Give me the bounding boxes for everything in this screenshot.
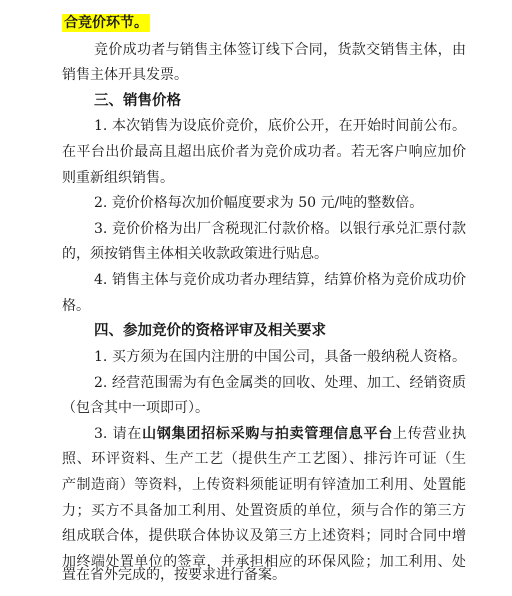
text-line: 2. 竞价价格每次加价幅度要求为 50 元/吨的整数倍。: [94, 195, 424, 212]
text-line: 格。: [62, 297, 90, 314]
text-line: 加终端处置单位的签章，并承担相应的环保风险；加工利用、处: [62, 553, 466, 570]
text-line: 在平台出价最高且超出底价者为竞价成功者。若无客户响应加价: [62, 144, 466, 161]
section-heading: 三、销售价格: [94, 92, 181, 109]
text-line: 4. 销售主体与竞价成功者办理结算，结算价格为竞价成功价: [94, 272, 466, 289]
text-line: 2. 经营范围需为有色金属类的回收、处理、加工、经销资质: [94, 374, 466, 391]
text-line: （包含其中一项即可）。: [62, 400, 209, 417]
section-heading: 四、参加竞价的资格评审及相关要求: [94, 323, 326, 340]
text-segment: 上传营业执: [392, 425, 467, 442]
text-line: 产制造商）等资料，上传资料须能证明有锌渣加工利用、处置能: [62, 476, 466, 493]
text-line: 力；买方不具备加工利用、处置资质的单位，须与合作的第三方: [62, 502, 466, 519]
text-line: 组成联合体，提供联合体协议及第三方上述资料；同时合同中增: [62, 528, 466, 545]
platform-name: 山钢集团招标采购与拍卖管理信息平台: [142, 425, 393, 442]
text-line: 的，须按销售主体相关收款政策进行贴息。: [62, 246, 328, 263]
text-line: 销售主体开具发票。: [62, 67, 188, 84]
text-line: 1. 买方须为在国内注册的中国公司，具备一般纳税人资格。: [94, 348, 466, 365]
highlighted-text: 合竞价环节。: [64, 15, 148, 31]
text-line: [94, 421, 466, 447]
text-line: 照、环评资料、生产工艺（提供生产工艺图）、排污许可证（生: [62, 451, 466, 468]
text-line: 置在省外完成的，按要求进行备案。: [62, 566, 286, 583]
text-line: 竞价成功者与销售主体签订线下合同，货款交销售主体，由: [94, 41, 466, 58]
text-line: 1. 本次销售为设底价竞价，底价公开，在开始时间前公布。: [94, 118, 466, 135]
text-line: [62, 10, 150, 36]
text-line: 3. 竞价价格为出厂含税现汇付款价格。以银行承兑汇票付款: [94, 220, 466, 237]
text-line: 则重新组织销售。: [62, 169, 174, 186]
text-segment: 3. 请在: [94, 425, 143, 442]
